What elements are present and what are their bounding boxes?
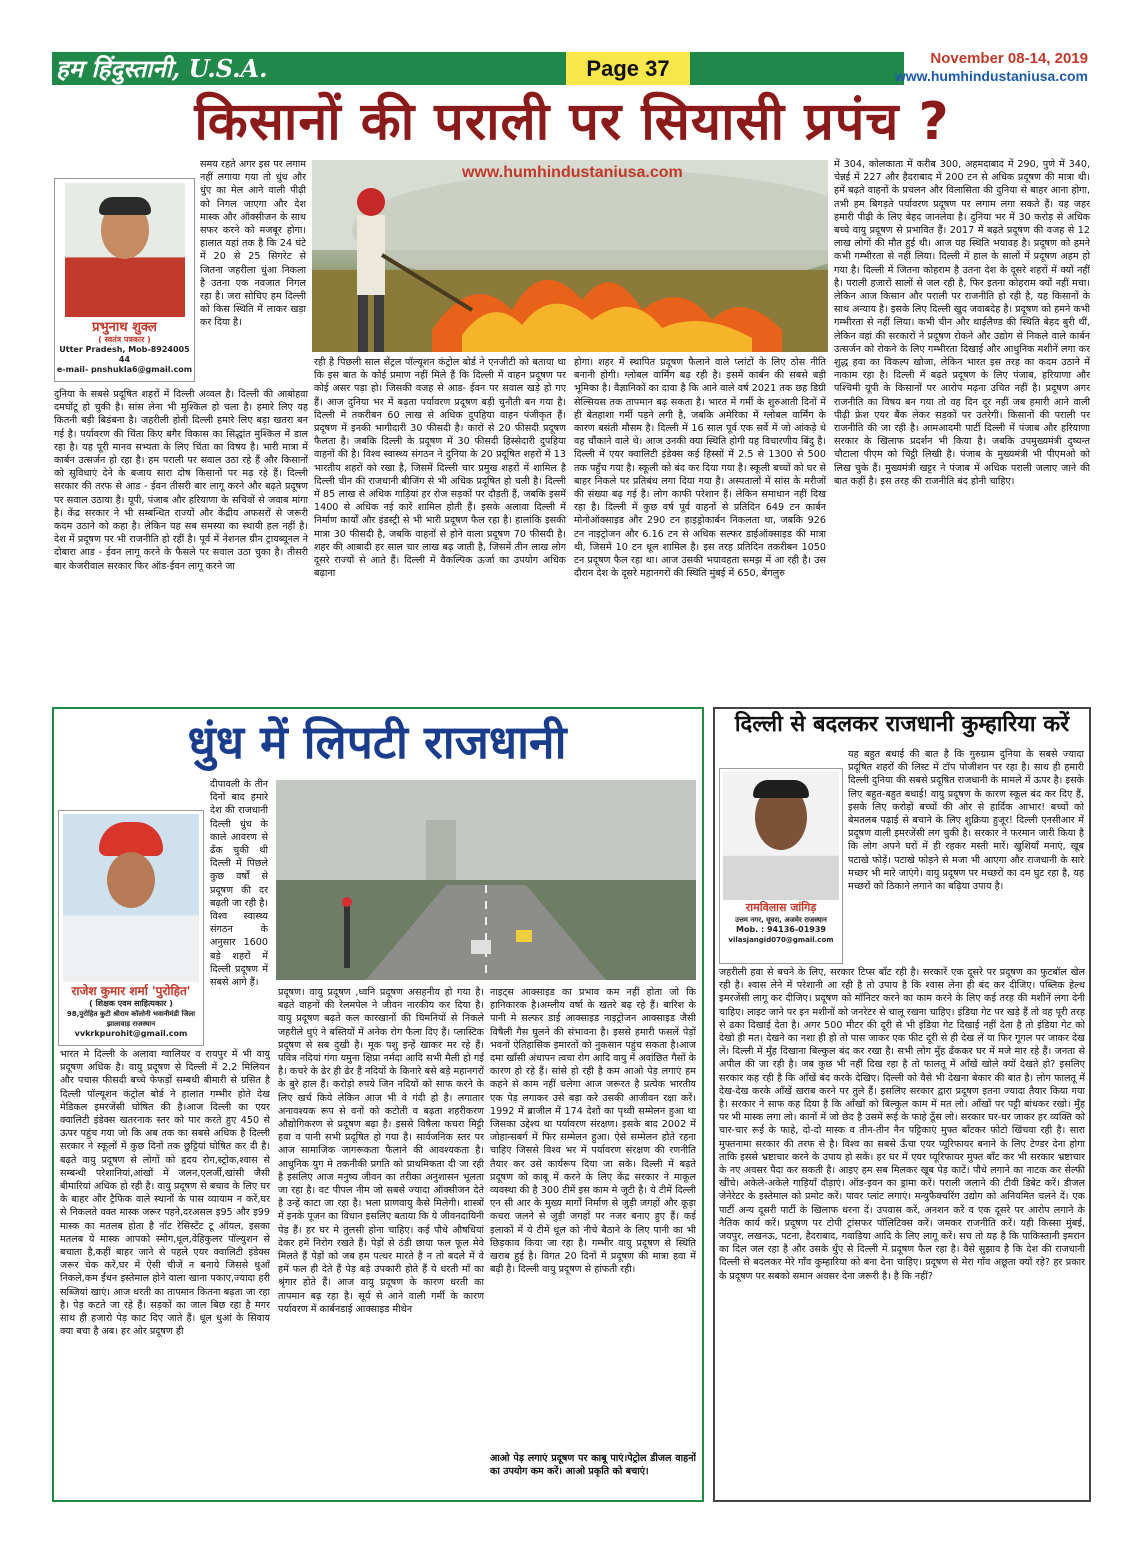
author3-email[interactable]: vilasjangid070@gmail.com xyxy=(728,936,834,944)
author1-photo xyxy=(65,183,185,317)
hair xyxy=(99,197,151,215)
farmer-body xyxy=(357,215,385,295)
article3-headline: दिल्ली से बदलकर राजधानी कुम्हारिया करें xyxy=(716,710,1088,744)
article1-col1-lead: समय रहते अगर इस पर लगाम नहीं लगाया गया तो धुंध और धुंए का मेल आने वाली पीढ़ी को निगल जाएगा और देश मास्क और ऑक्सीजन के साथ सफर करने को मजबूर होगा। हालात यहां तक है कि 24 घंटे में 20 से 25 सिगरेट से जितना जहरीला धुंआ निकला है उतना एक नवजात निगल रहा है। जरा सोचिए हम दिल्ली को किस स्थिति में लाकर खड़ा कर दिया है। xyxy=(200,159,306,329)
page-number: Page 37 xyxy=(566,52,690,85)
article1-photo xyxy=(312,160,828,352)
article2-headline: धुंध में लिपटी राजधानी xyxy=(187,715,567,769)
farmer-leg xyxy=(358,295,368,352)
farmer-leg xyxy=(374,295,384,352)
site-url[interactable]: www.humhindustaniusa.com xyxy=(894,68,1088,84)
author2-address: 98,पुरोहित कुटी श्रीराम कॉलोनी भवानीमंडी जिला झालावाड़ राजस्थान xyxy=(66,1010,196,1028)
article2-col1-lead: दीपावली के तीन दिनों बाद हमारे देश की राजधानी दिल्ली धुंध के काले आवरण से ढँक चुकी थी दिल्ली में पिछले कुछ वर्षों से प्रदूषण की दर बढ़ती जा रही है। विश्व स्वास्थ्य संगठन के अनुसार 1600 बड़े शहरों में दिल्ली प्रदूषण में सबसे आगे हैं। xyxy=(210,779,268,989)
article1-col2: रही है पिछली साल सेंट्रल पॉल्यूशन कंट्रोल बोर्ड ने एनजीटी को बताया था कि इस बात के कोई प्रमाण नहीं मिले हैं कि दिल्ली में वाहन प्रदूषण पर कोई असर पड़ा हो। जिसकी वजह से आड- ईवन पर सवाल खड़े हो गए हैं। आज दुनिया भर में बढ़ता पर्यावरण प्रदूषण बड़ी चुनौती बन गया है। दिल्ली में तकरीबन 60 लाख से अधिक दुपहिया वाहन पंजीकृत हैं। प्रदूषण में इनकी भागीदारी 30 फीसदी है। कारों से 20 फीसदी प्रदूषण फैलता है। जबकि दिल्ली के प्रदूषण में 30 फीसदी हिस्सेदारी दुपहिया वाहनों की है। विश्व स्वास्थ्य संगठन ने दुनिया के 20 प्रदूषित शहरों में 13 भारतीय शहरों को रखा है, जिसमें दिल्ली चार प्रमुख शहरों में शामिल है दिल्ली चीन की राजधानी बीजिंग से भी अधिक प्रदूषित हो चली है। दिल्ली में 85 लाख से अधिक गाड़ियां हर रोज सड़कों पर दौड़ती हैं, जबकि इसमें 1400 से अधिक नई कारें शामिल होती हैं। इसके अलावा दिल्ली में निर्माण कार्यों और इंडस्ट्री से भी भारी प्रदूषण फैल रहा है। हालांकि इसकी मात्रा 30 फीसदी है, जबकि वाहनों से होने वाला प्रदूषण 70 फीसदी है। शहर की आबादी हर साल चार लाख बढ़ जाती है, जिसमें तीन लाख लोग दूसरे राज्यों से आते हैं। दिल्ली में वैकल्पिक ऊर्जा का उपयोग अधिक बढ़ाना xyxy=(314,357,566,580)
issue-date: November 08-14, 2019 xyxy=(930,50,1088,67)
article2-col2: प्रदूषण। वायु प्रदूषण ,ध्वनि प्रदूषण असहनीय हो गया है। बढ़ते वाहनों की रेलमपेल ने जीवन नारकीय कर दिया है। वायु प्रदूषण बढ़ते कल कारखानों की चिमनियों से निकले जहरीले धुएं ने बस्तियों में अनेक रोग फैला दिए हैं। प्लास्टिक प्रदूषण से सब दुखी है। मूक पशु इन्हें खाकर मर रहे हैं। पवित्र नदियां गंगा यमुना क्षिप्रा नर्मदा आदि सभी मैली हो गई है। कचरे के ढेर ही ढेर हैं नदियों के किनारे बसे बड़े महानगरों के बुरे हाल हैं। करोड़ो रुपये जिन नदियों को साफ करने के लिए खर्च किये लेकिन आज भी वे गंदी हो है। लगातार अनावश्यक रूप से वनों को कटोती व बढ़ता शहरीकरण औद्योगिकरण से प्रदूषण बढ़ा है। इससे विषैला कचरा मिट्टी हवा व पानी सभी प्रदूषित हो गया है। सार्वजनिक स्तर पर आज सामाजिक जागरूकता फैलाने की आवश्यकता है। आधुनिक युग मे तकनीकी प्रगति को प्राथमिकता दी जा रही है इसलिए आज मनुष्य जीवन का तरीका अनुशासन भूलता जा रहा है। वट पीपल नीम जो सबसे ज्यादा ऑक्सीजन देते है उन्हें काटा जा रहा है। भला प्राणवायु कैसे मिलेगी। शास्त्रों में इनके पूजन का विधान इसलिए बताया कि ये जीवनदायिनी पेड़ हैं। हर घर मे तुलसी होना चाहिए। कई पौधे औषधियां देकर हमें निरोग रखते हैं। पेड़ों से ठंडी छाया फल फूल मेवे मिलते हैं पेड़ों को जब हम पत्थर मारते है न तो बदले में वे हमें फल ही देते हैं पेड़ बड़े उपकारी होते हैं ये धरती माँ का श्रृंगार होते हैं। आज वायु प्रदूषण के कारण धरती का तापमान बढ़ रहा है। सूर्य से आने वाली गर्मी के कारण पर्यावरण में कार्बनडाई आक्साइड मीथेन xyxy=(278,987,484,1315)
author1-role: ( स्वतंत्र पत्रकार ) xyxy=(98,335,151,344)
article2-col3-tail: आओ पेड़ लगाएं प्रदूषण पर काबू पाएं।पेट्रोल डीजल वाहनों का उपयोग कम करें। आओ प्रकृति को बचाएं। xyxy=(490,1453,696,1478)
smog-city-illustration xyxy=(276,780,696,980)
article2-photo xyxy=(276,780,696,980)
article2-col3: नाइट्स आक्साइड का प्रभाव कम नहीं होता जो कि हानिकारक है।अम्लीय वर्षा के खतरे बढ़ रहे हैं। बारिश के पानी मे सल्फर डाई आक्साइड नाइट्रोजन आक्साइड जैसी विषैली गैस घुलने की संभावना है। इससे हमारी फसलें पेड़ों भवनों ऐतिहासिक इमारतों को नुकसान पहुंच सकता है।आज दमा खाँसी अंधापन त्वचा रोग आदि वायु में अवांछित गैसों के कारण हो रहे हैं। सांसे हो रही है कम आओ पेड़ लगाएं हम कहने से काम नहीं चलेगा आज जरूरत है प्रत्येक भारतीय एक पेड़ लगाकर उसे बड़ा करे उसकी आजीवन रक्षा करें। 1992 में ब्राजील में 174 देशों का पृथ्वी सम्मेलन हुआ था जिसका उद्देश्य था पर्यावरण संरक्षण। इसके बाद 2002 में जोहान्सबर्ग में फिर सम्मेलन हुआ। ऐसे सम्मेलन होते रहना चाहिए जिससे विश्व भर में पर्यावरण संरक्षण की रणनीति तैयार कर उसे कार्यरूप दिया जा सके। दिल्ली में बढ़ते प्रदूषण को काबू में करने के लिए केंद्र सरकार ने माकूल व्यवस्था की है 300 टीमें इस काम मे जुटी है। ये टीमें दिल्ली एन सी आर के मुख्य मार्गों निर्माण से जुड़ी जगहों और कूड़ा कचरा जलने से जुड़ी जगहों पर नजर बनाए हुए हैं। कई इलाकों में ये टीमें धूल को नीचे बैठाने के लिए पानी का भी छिड़काव किया जा रहा है। गम्भीर वायु प्रदूषण से स्थिति खराब हुई है। विगत 20 दिनों में प्रदूषण की मात्रा हवा में बढ़ी है। दिल्ली वायु प्रदूषण से हांफती रही। xyxy=(490,987,696,1276)
article1-col3: होगा। शहर में स्थापित प्रदूषण फैलाने वाले प्लांटों के लिए ठोस नीति बनानी होगी। ग्लोबल वार्मिंग बढ़ रही है। इसमें कार्बन की सबसे बड़ी भूमिका है। वैज्ञानिकों का दावा है कि आने वाले वर्ष 2021 तक छह डिग्री सेल्सियस तक तापमान बढ़ सकता है। भारत में गर्मी के शुरुआती दिनों में ही बेतहाशा गर्मी पड़ने लगी है, जबकि अमेरिका में ग्लोबल वार्मिंग के कारण बसंती मौसम है। दिल्ली में 16 साल पूर्व एक सर्वे में जो आंकड़े थे वह चौंकाने वाले थे। आज उनकी क्या स्थिति होगी यह विचारणीय बिंदु है। दिल्ली में एयर क्वालिटी इंडेक्स कई हिस्सों में 2.5 से 1300 से 500 तक पहुँच गया है। स्कूली को बंद कर दिया गया है। स्कूली बच्चों को घर से बाहर निकले पर प्रतिबंध लगा दिया गया है। अस्पतालों में सांस के मरीजों की संख्या बढ़ गई है। लोग काफी परेशान हैं। लेकिन समाधान नहीं दिख रहा है। दिल्ली में कुछ वर्ष पूर्व वाहनों से प्रतिदिन 649 टन कार्बन मोनोऑक्साइड और 290 टन हाइड्रोकार्बन निकलता था, जबकि 926 टन नाइट्रोजन और 6.16 टन से अधिक सल्फर डाईऑक्साइड की मात्रा थी, जिसमें 10 टन धूल शामिल है। इस तरह प्रतिदिन तकरीबन 1050 टन प्रदूषण फैल रहा था। आज उसकी भयावहता समझ में आ रही है। उस दौरान देश के दूसरे महानगरों की स्थिति मुंबई में 650, बेंगलुरु xyxy=(574,357,826,580)
author2-role: ( शिक्षक एवम साहित्यकार ) xyxy=(89,999,173,1008)
article1-col1-body: दुनिया के सबसे प्रदूषित शहरों में दिल्ली अव्वल है। दिल्ली की आबोहवा दमघोंटू हो चुकी है। सांस लेना भी मुश्किल हो चला है। हमारे लिए यह कितनी बड़ी बिडंबना है। जहरीली होती दिल्ली हमारे लिए बड़ा खतरा बन गई है। पर्यावरण की चिंता किए बगैर विकास का सिद्धांत मुश्किल में डाल रहा है। यह पूरी मानव सभ्यता के लिए चिंता का विषय है। भारी मात्रा में कार्बन उत्सर्जन हो रहा है। हम पराली पर सवाल उठा रहे हैं और किसानों को सुविधाएं देने के बजाय सारा दोष किसानों पर मढ़ रहे हैं। दिल्ली सरकार की तरफ से आड - ईवन तीसरी बार लागू करने और बढ़ते प्रदूषण पर सवाल उठाया है। यूपी, पंजाब और हरियाणा के सचिवों से जवाब मांगा है। केंद्र सरकार ने भी सम्बन्धित राज्यों और केंद्रीय अफसरों से जरूरी कदम उठाने को कहा है। लेकिन यह सब समस्या का स्थायी हल नहीं है। देश में प्रदूषण पर भी राजनीति हो रहीं है। पूर्व में नेशनल ग्रीन ट्रायब्यूनल ने दोबारा आड - ईवन लागू करने के फैसले पर सवाल उठा चुका है। तीसरी बार केजरीवाल सरकार फिर ऑड-ईवन लागू करने जा xyxy=(54,389,308,572)
author1-box xyxy=(54,178,195,382)
car xyxy=(516,930,532,942)
author2-name: राजेश कुमार शर्मा 'पुरोहित' xyxy=(71,984,191,998)
signal-light xyxy=(342,897,352,907)
author1-email[interactable]: e-mail- pnshukla6@gmail.com xyxy=(56,365,193,374)
author3-name: रामविलास जांगिड़ xyxy=(745,901,817,914)
photo-watermark: www.humhindustaniusa.com xyxy=(462,164,683,181)
author1-name: प्रभुनाथ शुक्ल xyxy=(92,320,157,335)
author3-mobile: Mob. : 94136-01939 xyxy=(736,925,826,934)
farmer-turban xyxy=(357,188,385,216)
article1-headline: किसानों की पराली पर सियासी प्रपंच ? xyxy=(194,92,950,152)
signal-pole xyxy=(344,898,350,968)
car xyxy=(471,940,491,954)
author1-location: Utter Pradesh, Mob-8924005 44 xyxy=(59,345,190,364)
article1-col4: में 304, कोलकाता में करीब 300, अहमदाबाद में 290, पुणे में 340, चेन्नई में 227 और हैदराबाद में 200 टन से अधिक प्रदूषण की मात्रा थी। हमें बढ़ते वाहनों के प्रचलन और विलासिता की दुनिया से बाहर आना होगा, तभी हम बिगड़ते पर्यावरण प्रदूषण पर लगाम लगा सकते हैं। यह जहर हमारी पीढ़ी के लिए बेहद जानलेवा है। दुनिया भर में 30 करोड़ से अधिक बच्चे वायु प्रदूषण से प्रभावित हैं। 2017 में बढ़ते प्रदूषण की वजह से 12 लाख लोगों की मौत हुई थी। आज यह स्थिति भयावह है। प्रदूषण को हमने कभी गम्भीरता से नहीं लिया। दिल्ली में हाल के सालों में प्रदूषण अहम हो गया है। दिल्ली में जितना कोहराम है उतना देश के दूसरे शहरों में क्यों नहीं है। पराली हजारों सालों से जल रही है, फिर इतना कोहराम क्यों नहीं मचा। लेकिन आज किसान और पराली पर राजनीति हो रही है, यह किसानों के साथ अन्याय है। इसके लिए दिल्ली खुद जवाबदेह है। प्रदूषण को हमने कभी गम्भीरता से नहीं लिया। कभी चीन और थाईलैण्ड की स्थिति बेहद बुरी थीं, लेकिन वहां की सरकारों ने प्रदूषण रोकने और उद्योग से निकले वाले कार्बन उत्सर्जन को रोकने के लिए गम्भीरता दिखाई और आधुनिक मशीनें लगा कर शुद्ध हवा का विकल्प खोजा, लेकिन भारत इस तरह का कदम उठाने में नाकाम रहा है। दिल्ली में बढ़ते प्रदूषण के लिए पंजाब, हरियाणा और पश्चिमी यूपी के किसानों पर आरोप मढ़ना उचित नहीं है। प्रदूषण अगर राजनीति का विषय बन गया तो वह दिन दूर नहीं जब हमारी आने वाली पीढ़ी फ्रेश एयर बैंक लेकर सड़कों पर उतरेगी। किसानों की पराली पर राजनीति की जा रही है। आमआदमी पार्टी दिल्ली में पंजाब और हरियाणा सरकार के खिलाफ प्रदर्शन भी किया है। जबकि उपमुख्यमंत्री दुष्यन्त चौटाला पीएम को चिट्ठी लिखी है। पंजाब के मुख्यमंत्री भी पीएमओ को लिख चुके हैं। मुख्यमंत्री खट्टर ने पंजाब में अधिक पराली जलाए जाने की बात कहीं है। इस तरह की राजनीति बंद होनी चाहिए। xyxy=(834,159,1090,487)
author2-email[interactable]: vvkrkpurohit@gmail.com xyxy=(74,1029,188,1038)
hazy-sky xyxy=(276,780,696,890)
article2-col1-body: भारत मे दिल्ली के अलावा ग्वालियर व रायपुर में भी वायु प्रदूषण अधिक है। वायु प्रदूषण से दिल्ली में 2.2 मिलियन और पचास फीसदी बच्चे फेफड़ों सम्बधी बीमारी से ग्रसित है दिल्ली पॉल्यूशन कंट्रोल बोर्ड ने हालात गम्भीर होते देख मेडिकल इमरजेंसी घोषित की है।आज दिल्ली का एयर क्वालिटी इंडेक्स खतरनाक स्तर को पार करते हुए 450 से ऊपर पहुंच गया जो कि अब तक का सबसे अधिक है दिल्ली सरकार ने स्कूलों में कुछ दिनों तक छुट्टियां घोषित कर दी है। बढ़ते वायु प्रदूषण से लोगों को हृदय रोग,स्ट्रोक,श्वास से सम्बन्धी परेशानियां,आंखों में जलन,एलर्जी,खांसी जैसी बीमारियां अधिक हो रही है। वायु प्रदूषण से बचाव के लिए घर के बाहर और ट्रैफिक वाले स्थानों के पास व्यायाम न करें,घर से निकलते वक्त मास्क जरूर पहने,दरअसल इ95 और इ99 मास्क का मतलब होता है नॉट रेसिस्टेंट टू ऑयल, इसका मतलब ये मास्क आपको स्मोग,धूल,वेहिकुलर पॉल्युशन से बचाता है,कहीं बाहर जाने से पहले एयर क्वालिटी इंडेक्स जरूर चेक करें,घर में ऐसी चीजें न बनाये जिससे धुआँ निकले,कम ईंधन इस्तेमाल होने वाला खाना पकाए,ज्यादा हरी सब्जियां खाएं। आज धरती का तापमान कितना बढ़ता जा रहा है। पेड़ कटते जा रहे हैं। सड़कों का जाल बिछ रहा है मगर साथ ही हजारो पेड़ काट दिए जाते हैं। धूल धुआं के सिवाय क्या बचा है अब। हर ओर प्रदूषण ही xyxy=(60,1049,270,1338)
article3-lead: यह बहुत बधाई की बात है कि गुरुग्राम दुनिया के सबसे ज्यादा प्रदूषित शहरों की लिस्ट में टॉप पोजीशन पर रहा है। साथ ही हमारी दिल्ली दुनिया की सबसे प्रदूषित राजधानी के मामले में ऊपर है। इसके लिए बहुत-बहुत बधाई! वायु प्रदूषण के कारण स्कूल बंद कर दिए हैं, इसके लिए करोड़ों बच्चों की ओर से हार्दिक आभार! बच्चों को बेमतलब पढ़ाई से बचाने के लिए शुक्रिया हुजूर! दिल्ली एनसीआर में प्रदूषण वाली इमरजेंसी लग चुकी है। सरकार ने फरमान जारी किया है कि लोग अपने घरों में ही रहकर मस्ती मारें। खुशियाँ मनाएं, खूब पटाखे फोड़ें। पटाखे फोड़ने से मजा भी आएगा और राजधानी के सारे मच्छर भी मारे जाएंगे। वायु प्रदूषण पर मच्छरों का दम घुट रहा है, यह मच्छरों को ठिकाने लगाने का बढ़िया उपाय है। xyxy=(848,749,1084,893)
stubble-fire-illustration xyxy=(312,160,828,352)
india-gate xyxy=(426,820,456,890)
author3-address: उत्तम नगर, घूघरा, अजमेर राजस्थान xyxy=(735,916,827,924)
article3-body: जहरीली हवा से बचने के लिए, सरकार टिप्स बाँट रही है। सरकारें एक दूसरे पर प्रदूषण का फुटबॉल खेल रही है। श्वास लेने में परेशानी आ रही है तो उपाय है कि श्वास लेना ही बंद कर दीजिए। पब्लिक हेल्थ इमरजेंसी लागू कर दीजिए। प्रदूषण को मॉनिटर करने का काम करने के लिए कई तरह की मशीनें लगा देनी चाहिए। लाइट जाने पर इन मशीनों को जनरेटर से चालू रखना चाहिए। इंडिया गेट पर खड़े हैं तो वह पूरी तरह से ढका दिखाई देता है। अगर 500 मीटर की दूरी से भी इंडिया गेट दिखाई नहीं देता है तो इंडिया गेट को देखो ही मत। देखने का नशा ही हो तो पास जाकर एक फीट दूरी से ही देख लें या फिर गूगल पर जाकर देख लें। दिल्ली में मुँह दिखाना बिल्कुल बंद कर रखा है। सभी लोग मुँह ढँककर घर में मजे मार रहे हैं। जनता से अपील की जा रही है। जब कुछ भी नहीं दिख रहा है तो फालतू में आँखें खोले क्यों देखते हो? इसलिए सरकार कह रही है कि आँखें बंद करके देखिए। दिल्ली को वैसे भी देखना बेकार की बात है। लोग फालतू में देख-देख करके आँखें खराब करने पर तुले हैं। इसलिए सरकार द्वारा प्रदूषण इतना ज्यादा तैयार किया गया है। सरकार ने साफ कह दिया है कि आँखों को बिल्कुल काम में मत लो। आँखों पर पट्टी बांधकर रखो। मुँह पर भी मास्क लगा लो। कानों में जो छेद है उसमें रूई के फाहे ठूँस लो। सरकार घर-घर जाकर हर व्यक्ति को चार-चार रूई के फाहे, दो-दो मास्क व तीन-तीन नैन पट्टिकाएं मुफ्त बाँटकर फोटो खिंचवा रही है। सारा मुफ्तनामा सरकार की तरफ से है। विश्व का सबसे ऊँचा एयर प्यूरिफायर बनाने के लिए टेण्डर देना होगा ताकि इससे भ्रष्टाचार करने के उपाय हो सकें। हर घर में एयर प्यूरिफायर मुफ्त बाँट कर भी सरकार भ्रष्टाचार के नए अवसर पैदा कर सकती है। आइए हम सब मिलकर खूब पेड़ काटें। पौधे लगाने का नाटक कर सेल्फी खींचे। अकेले-अकेले गाड़ियाँ दौड़ाएं। ऑड-इवन का ड्रामा करें। पराली जलाने की टीवी डिबेट करें। डीजल जेनेरेटर के इस्तेमाल को प्रमोट करें। पावर प्लांट लगाएं। मन्युफैक्चरिंग उद्योग को अनियमित चलने दें। एक पार्टी अन्य दूसरी पार्टी के खिलाफ धरना दें। उपवास करें, अनशन करें व एक दूसरे पर आरोप लगाने के नैतिक कार्य करें। प्रदूषण पर टोपी ट्रांसफर पॉलिटिक्स करें। जमकर राजनीति करें। यही किस्सा मुंबई, जयपुर, लखनऊ, पटना, हैदराबाद, गवाड़िया आदि के लिए लागू करें। सच तो यह है कि पाकिस्तानी इमरान का दिल जल रहा है और उसके धुँए से दिल्ली में प्रदूषण फैल रहा है। वैसे सुझाव है कि देश की राजधानी दिल्ली से बदलकर मेरे गाँव कुम्हारिया को बना देना चाहिए। प्रदूषण से मेरा गाँव अछूता क्यों रहे? हर प्रकार के प्रदूषण पर सबको समान अवसर देना जरूरी है। है कि नहीं? xyxy=(719,967,1085,1282)
masthead-title: हम हिंदुस्तानी, U.S.A. xyxy=(56,54,268,83)
